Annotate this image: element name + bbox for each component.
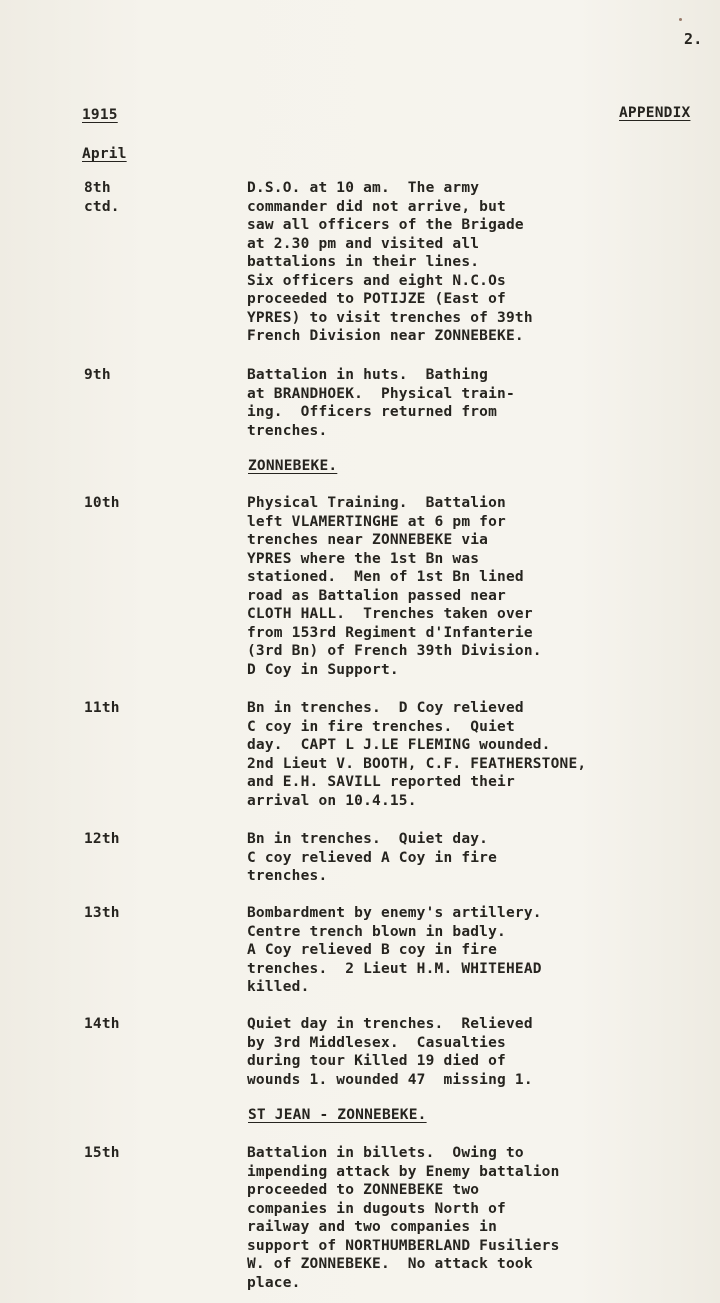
entry-text: Bn in trenches. D Coy relieved C coy in fire trenches. Quiet day. CAPT L J.LE FLEMING wounded. 2nd Lieut V. BOOTH, C.F. FEATHERSTONE, and E.H. SAVILL reported their arrival on 10.4.15. xyxy=(247,700,587,809)
page-number: 2. xyxy=(684,30,703,48)
entry-text: Bombardment by enemy's artillery. Centre trench blown in badly. A Coy relieved B coy in fire trenches. 2 Lieut H.M. WHITEHEAD killed. xyxy=(247,905,542,995)
entry-date: 12th xyxy=(84,831,120,847)
ink-mark xyxy=(679,18,682,21)
entry-date: 9th xyxy=(84,367,111,383)
entry-text: Physical Training. Battalion left VLAMERTINGHE at 6 pm for trenches near ZONNEBEKE via YPRES where the 1st Bn was stationed. Men of 1st Bn lined road as Battalion passed near CLOTH HALL. Trenches taken over from 153rd Regiment d'Infanterie (3rd Bn) of French 39th Division. D Coy in Support. xyxy=(247,495,542,678)
entry-date: 8th ctd. xyxy=(84,180,120,215)
section-heading: ZONNEBEKE. xyxy=(248,458,338,474)
entry-text: Battalion in huts. Bathing at BRANDHOEK. Physical train- ing. Officers returned from trenches. xyxy=(247,367,515,439)
year-heading: 1915 xyxy=(82,107,118,123)
entry-text: D.S.O. at 10 am. The army commander did not arrive, but saw all officers of the Brigade at 2.30 pm and visited all battalions in their lines. Six officers and eight N.C.Os proceeded to POTIJZE (East of YPRES) to visit trenches of 39th French Division near ZONNEBEKE. xyxy=(247,180,533,344)
entry-text: Quiet day in trenches. Relieved by 3rd Middlesex. Casualties during tour Killed 19 died of wounds 1. wounded 47 missing 1. xyxy=(247,1016,533,1088)
entry-text: Bn in trenches. Quiet day. C coy relieved A Coy in fire trenches. xyxy=(247,831,498,884)
appendix-label: APPENDIX xyxy=(619,105,691,121)
entry-date: 15th xyxy=(84,1145,120,1161)
entry-date: 13th xyxy=(84,905,120,921)
entry-text: Battalion in billets. Owing to impending attack by Enemy battalion proceeded to ZONNEBEKE two companies in dugouts North of railway and two companies in support of NORTHUMBERLAND Fusiliers W. of ZONNEBEKE. No attack took place. xyxy=(247,1145,560,1291)
entry-date: 10th xyxy=(84,495,120,511)
entry-date: 14th xyxy=(84,1016,120,1032)
month-heading: April xyxy=(82,146,127,162)
entry-date: 11th xyxy=(84,700,120,716)
section-heading: ST JEAN - ZONNEBEKE. xyxy=(248,1107,427,1123)
